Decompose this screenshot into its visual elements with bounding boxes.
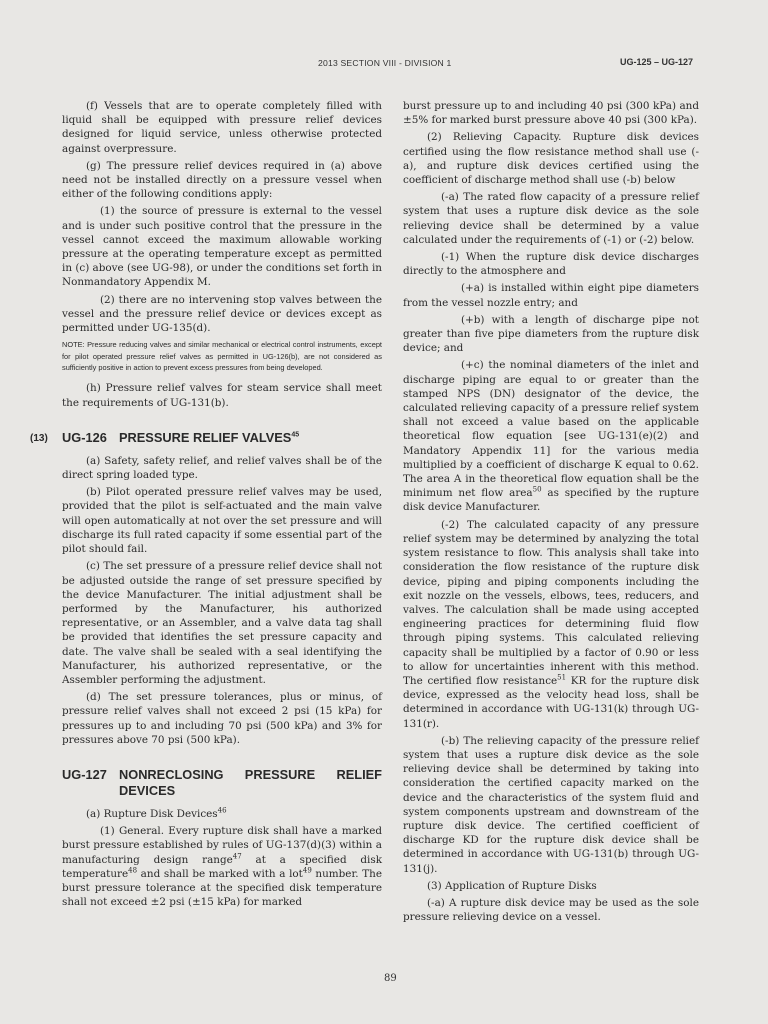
paragraph-ug126-c: (c) The set pressure of a pressure relief device shall not be adjusted outside the range of set pressure specified by the device Manufacturer. The initial adjustment shall be performed by the Manufacturer, his authorized representative, or an Assembler, and a valve data tag shall be provided that identifies the set pressure capacity and date. The valve shall be sealed with a seal identifying the Manufacturer, his authorized representative, or the Assembler performing the adjustment. [62, 560, 382, 686]
text-run: (-2) The calculated capacity of any pressure relief system may be determined by analyzing the total system resistance to flow. This analysis shall take into consideration the flow resistance of the rupture disk device, piping and piping components including the exit nozzle on the vessels, elbows, tees, reducers, and valves. The calculation shall be made using accepted engineering practices for determining fluid flow through piping systems. This calculated relieving capacity shall be multiplied by a factor of 0.90 or less to allow for uncertainties inherent with this method. The certified flow resistance [403, 518, 699, 687]
running-header-pages: UG-125 – UG-127 [620, 57, 694, 67]
running-header-section: 2013 SECTION VIII - DIVISION 1 [318, 58, 452, 68]
paragraph-a2: (2) Relieving Capacity. Rupture disk devices certified using the flow resistance method shall use (-a), and rupture disk devices certified using the coefficient of discharge method shall use (-b) below [403, 131, 699, 187]
paragraph-ug125-g: (g) The pressure relief devices required in (a) above need not be installed directly on a pressure vessel when either of the following conditions apply: [62, 159, 382, 201]
section-heading-ug127 [62, 767, 382, 799]
text-run: (+c) the nominal diameters of the inlet and discharge piping are equal to or greater than the stamped NPS (DN) designator of the device, the calculated relieving capacity of a pressure relief system shall not exceed a value based on the applicable theoretical flow equation [see UG-131(e)(2) and Mandatory Appendix 11] for the various media multiplied by a coefficient of discharge K equal to 0.62. The area A in the theoretical flow equation shall be the minimum net flow area [403, 359, 699, 500]
text-run: KR for the rupture disk device, expressed as the velocity head loss, shall be determined in accordance with UG-131(k) through UG-131(r). [403, 674, 699, 730]
section-heading-ug126 [30, 429, 382, 446]
note: NOTE: Pressure reducing valves and similar mechanical or electrical control instruments, except for pilot operated pressure relief valves as permitted in UG-126(b), are not considered as sufficiently positive in action to prevent excess pressures from being developed. [62, 340, 382, 373]
section-number: UG-127 [62, 766, 107, 782]
section-title-wrap [119, 430, 299, 446]
text-run: at a specified disk temperature [62, 853, 382, 880]
paragraph-ug125-g1: (1) the source of pressure is external to the vessel and is under such positive control that the pressure in the vessel cannot exceed the maximum allowable working pressure at the operating temperature except as permitted in (c) above (see UG-98), or under the conditions set forth in Nonmandatory Appendix M. [62, 205, 382, 289]
footnote-ref: 50 [532, 485, 542, 494]
footnote-ref: 51 [557, 673, 567, 682]
footnote-ref: 48 [128, 866, 138, 875]
footnote-ref: 45 [291, 431, 300, 439]
footnote-ref: 49 [302, 866, 312, 875]
paragraph-ug126-b: (b) Pilot operated pressure relief valves may be used, provided that the pilot is self-actuated and the main valve will open automatically at not over the set pressure and will discharge its full rated capacity if some essential part of the pilot should fail. [62, 486, 382, 556]
paragraph-a2-a2 [403, 518, 699, 731]
section-title: PRESSURE RELIEF VALVES [119, 429, 292, 445]
paragraph-continuation: burst pressure up to and including 40 psi (300 kPa) and ±5% for marked burst pressure above 40 psi (300 kPa). [403, 100, 699, 127]
paragraph-ug126-d: (d) The set pressure tolerances, plus or minus, of pressure relief valves shall not exceed 2 psi (15 kPa) for pressures up to and including 70 psi (500 kPa) and 3% for pressures above 70 psi (500 kPa). [62, 691, 382, 746]
revision-marker: (13) [30, 432, 48, 444]
footnote-ref: 46 [217, 806, 227, 815]
paragraph-a2-b: (-b) The relieving capacity of the pressure relief system that uses a rupture disk device as the sole relieving device shall be determined by taking into consideration the certified capacity marked on the device and the characteristics of the system fluid and system components upstream and downstream of the rupture disk device. The certified coefficient of discharge KD for the rupture disk device shall be determined in accordance with UG-131(b) through UG-131(j). [403, 734, 699, 875]
section-title: NONRECLOSING PRESSURE RELIEF DEVICES [119, 766, 382, 798]
paragraph-a2-a: (-a) The rated flow capacity of a pressure relief system that uses a rupture disk device as the sole relieving device shall be determined by a value calculated under the requirements of (-1) or (-2) below. [403, 191, 699, 246]
section-number: UG-126 [62, 429, 107, 445]
paragraph-a2-a1: (-1) When the rupture disk device discharges directly to the atmosphere and [403, 251, 699, 278]
paragraph-a3: (3) Application of Rupture Disks [427, 879, 597, 892]
page-number: 89 [384, 973, 397, 984]
paragraph-ug125-g2: (2) there are no intervening stop valves between the vessel and the pressure relief device or devices except as permitted under UG-135(d). [62, 293, 382, 335]
subsection-title: (a) Rupture Disk Devices [86, 807, 218, 820]
paragraph-a2-a1-c [403, 358, 699, 514]
paragraph-ug127-a [62, 807, 382, 821]
text-run: (1) General. Every rupture disk shall have a marked burst pressure established by rules of UG-137(d)(3) within a manufacturing design range [62, 825, 382, 866]
text-run: and shall be marked with a lot [137, 867, 303, 880]
paragraph-a2-a1-a: (+a) is installed within eight pipe diameters from the vessel nozzle entry; and [403, 282, 699, 309]
right-column [403, 99, 699, 927]
paragraph-a2-a1-b: (+b) with a length of discharge pipe not greater than five pipe diameters from the rupture disk device; and [403, 313, 699, 355]
left-column [30, 99, 382, 912]
text-run: as specified by the rupture disk device Manufacturer. [403, 487, 699, 514]
footnote-ref: 47 [232, 852, 242, 861]
paragraph-ug127-a1 [62, 824, 382, 909]
paragraph-ug125-h: (h) Pressure relief valves for steam service shall meet the requirements of UG-131(b). [62, 382, 382, 409]
paragraph-ug126-a: (a) Safety, safety relief, and relief valves shall be of the direct spring loaded type. [62, 454, 382, 482]
text-run: number. The burst pressure tolerance at the specified disk temperature shall not exceed ±2 psi (±15 kPa) for marked [62, 867, 382, 909]
paragraph-ug125-f: (f) Vessels that are to operate completely filled with liquid shall be equipped with pressure relief devices designed for liquid service, unless otherwise protected against overpressure. [62, 100, 382, 155]
paragraph-a3-a: (-a) A rupture disk device may be used as the sole pressure relieving device on a vessel. [403, 896, 699, 924]
